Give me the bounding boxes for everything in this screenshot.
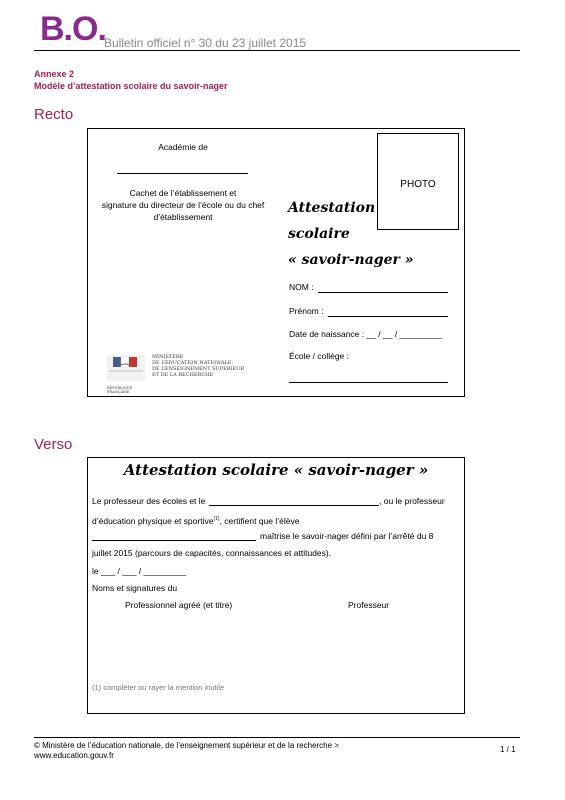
annexe-block bbox=[34, 68, 228, 92]
ecole-label: École / collège : bbox=[289, 351, 350, 361]
photo-label: PHOTO bbox=[400, 179, 436, 190]
annexe-title: Annexe 2 bbox=[34, 69, 75, 79]
academie-line bbox=[117, 173, 248, 174]
verso-line1-blank bbox=[209, 505, 379, 506]
annexe-subtitle: Modèle d’attestation scolaire du savoir-nager bbox=[34, 81, 228, 91]
recto-label: Recto bbox=[34, 106, 74, 123]
header-divider bbox=[34, 50, 520, 51]
recto-card bbox=[87, 128, 465, 397]
verso-card bbox=[87, 457, 465, 714]
verso-line4: juillet 2015 (parcours de capacités, connaissances et attitudes). bbox=[92, 548, 332, 558]
recto-title: Attestation scolaire « savoir-nager » bbox=[288, 200, 414, 268]
academie-label: Académie de bbox=[158, 142, 208, 152]
footer-copyright: © Ministère de l’éducation nationale, de l’enseignement supérieur et de la recherche > www.education.gouv.fr bbox=[34, 741, 339, 760]
verso-date: le ___ / ___ / _________ bbox=[92, 566, 187, 576]
verso-line1b: , ou le professeur bbox=[379, 496, 445, 506]
date-naissance-label: Date de naissance : __ / __ / _________ bbox=[289, 329, 443, 339]
bulletin-title: Bulletin officiel n° 30 du 23 juillet 2015 bbox=[104, 36, 307, 50]
ministere-text: MINISTÈRE DE L’ÉDUCATION NATIONALE, DE L’ENSEIGNEMENT SUPÉRIEUR ET DE LA RECHERCHE bbox=[152, 354, 245, 378]
marianne-icon bbox=[107, 355, 145, 381]
nom-label: NOM : bbox=[289, 282, 314, 292]
footer-link[interactable]: www.education.gouv.fr bbox=[34, 751, 114, 760]
footnote: (1) compléter ou rayer la mention inutile bbox=[92, 683, 225, 692]
eleve-line bbox=[92, 540, 256, 541]
verso-line3: maîtrise le savoir-nager défini par l’arrêté du 8 bbox=[260, 531, 434, 541]
marianne-logo bbox=[107, 355, 147, 394]
prenom-label: Prénom : bbox=[289, 306, 324, 316]
cachet-text: Cachet de l’établissement et signature du directeur de l’école ou du chef d’établissement bbox=[101, 188, 265, 222]
page-number: 1 / 1 bbox=[500, 745, 516, 754]
professionnel-label: Professionnel agréé (et titre) bbox=[125, 600, 233, 610]
republique-label: RÉPUBLIQUE FRANÇAISE bbox=[107, 386, 133, 394]
professeur-label: Professeur bbox=[348, 600, 390, 610]
verso-label: Verso bbox=[34, 436, 73, 453]
ecole-line bbox=[289, 382, 448, 383]
verso-line1a: Le professeur des écoles et le bbox=[92, 496, 206, 506]
footer-divider bbox=[34, 737, 520, 738]
verso-title: Attestation scolaire « savoir-nager » bbox=[123, 461, 429, 479]
prenom-line bbox=[328, 316, 448, 317]
bo-logo: B.O. bbox=[40, 10, 106, 48]
nom-line bbox=[318, 292, 448, 293]
verso-line2: d’éducation physique et sportive$^{(1)}$, certifient que l’élève bbox=[92, 515, 300, 526]
noms-signatures: Noms et signatures du bbox=[92, 583, 178, 593]
